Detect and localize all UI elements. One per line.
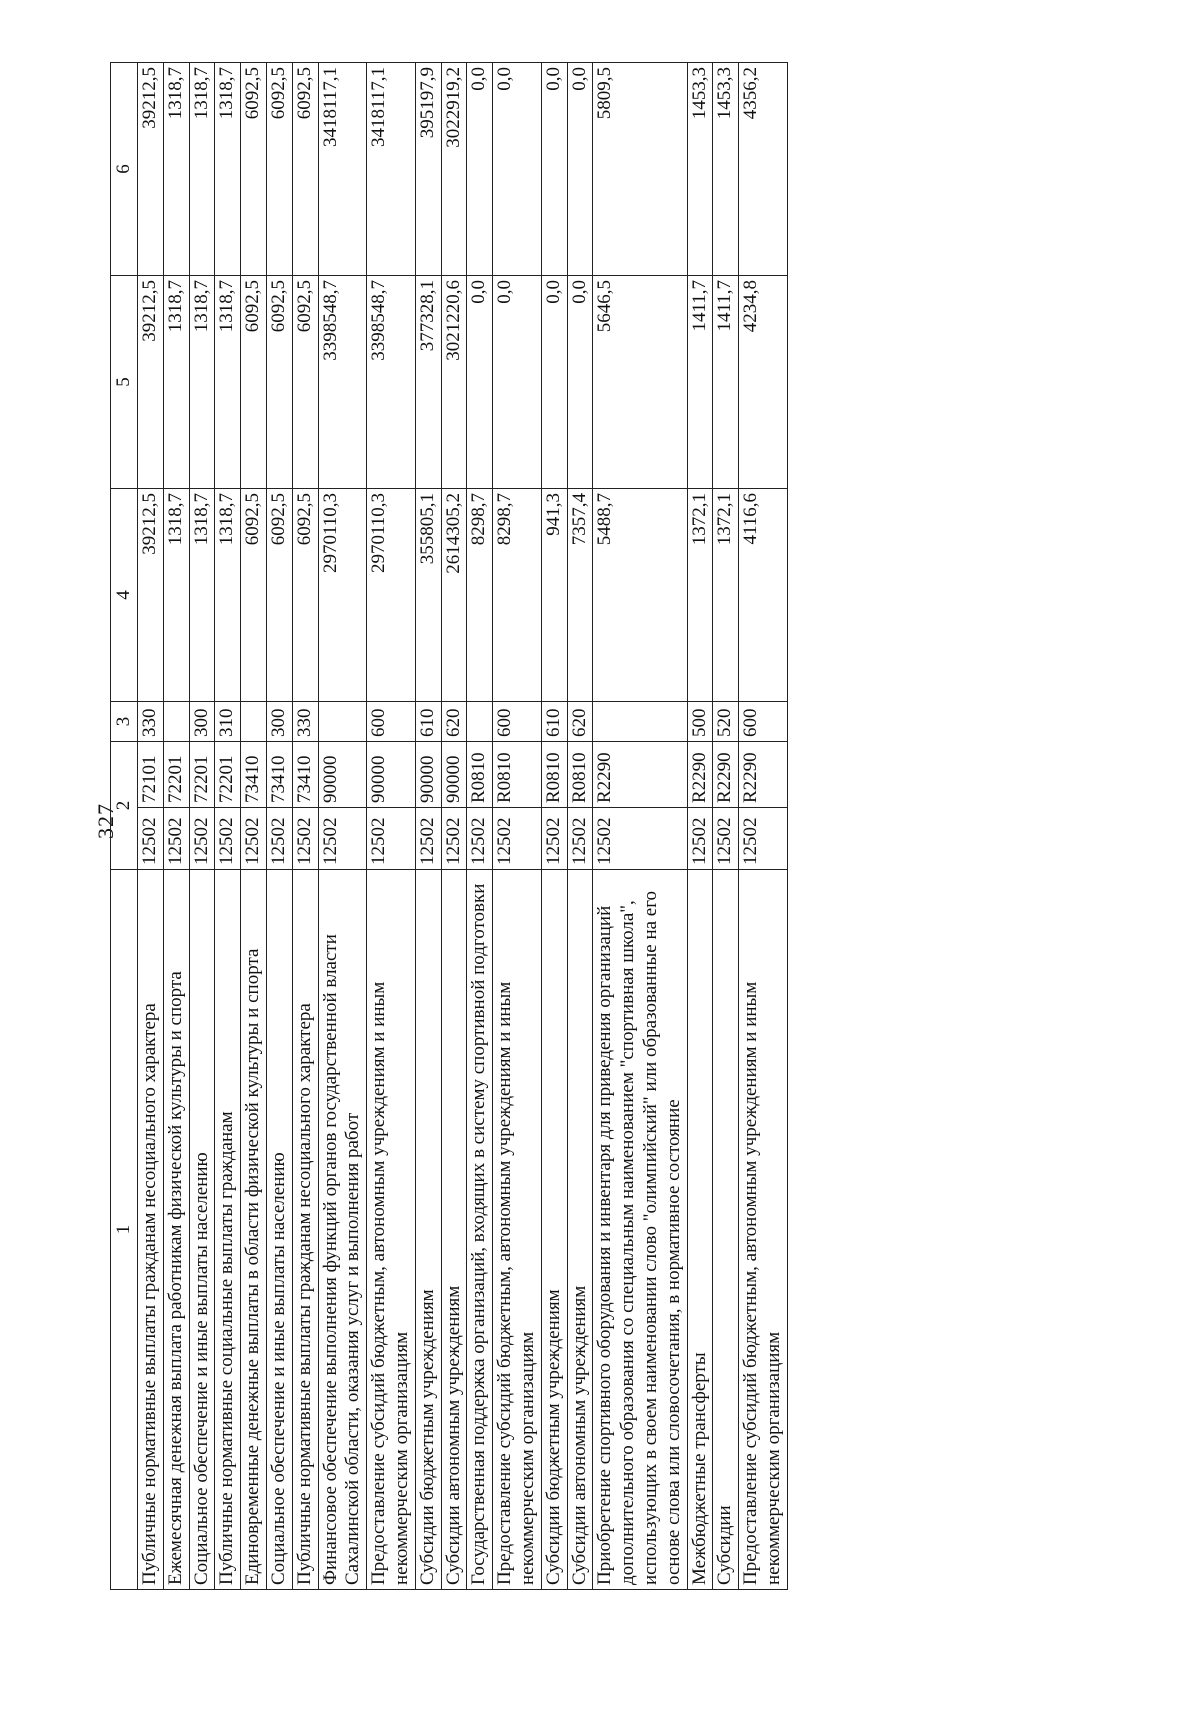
row-vr-cell: 300 [189, 702, 215, 742]
row-name-cell: Социальное обеспечение и иные выплаты населению [189, 870, 215, 1590]
row-value-col5: 5646,5 [593, 276, 687, 489]
row-value-col6: 5809,5 [593, 63, 687, 276]
row-code-cell: R2290 [687, 742, 713, 808]
row-value-col6: 0,0 [541, 63, 567, 276]
row-value-col6: 39212,5 [138, 63, 164, 276]
row-section-cell: 12502 [713, 808, 739, 870]
row-code-cell: R2290 [739, 742, 788, 808]
table-row [593, 63, 687, 1590]
row-value-col4: 1318,7 [189, 489, 215, 702]
row-section-cell: 12502 [687, 808, 713, 870]
table-row [493, 63, 542, 1590]
row-code-cell: R2290 [593, 742, 687, 808]
row-code-cell: 73410 [292, 742, 318, 808]
row-value-col4: 39212,5 [138, 489, 164, 702]
row-name-cell: Приобретение спортивного оборудования и инвентаря для приведения организаций дополнительного образования со специальным наименованием "спортивная школа", использующих в своем наименовании слово "олимпийский" или образованные на его основе слова или словосочетания, в нормативное состояние [593, 870, 687, 1590]
table-row [318, 63, 367, 1590]
row-value-col5: 0,0 [467, 276, 493, 489]
table-row [739, 63, 788, 1590]
row-value-col6: 0,0 [567, 63, 593, 276]
row-value-col5: 0,0 [541, 276, 567, 489]
row-value-col5: 1318,7 [189, 276, 215, 489]
row-name-cell: Субсидии автономным учреждениям [441, 870, 467, 1590]
row-section-cell: 12502 [739, 808, 788, 870]
table-header-row [111, 63, 138, 1590]
row-value-col5: 3398548,7 [318, 276, 367, 489]
row-value-col5: 0,0 [567, 276, 593, 489]
row-vr-cell: 520 [713, 702, 739, 742]
table-row [215, 63, 241, 1590]
row-vr-cell: 600 [493, 702, 542, 742]
row-name-cell: Публичные нормативные выплаты гражданам несоциального характера [292, 870, 318, 1590]
row-code-cell: 90000 [441, 742, 467, 808]
row-vr-cell: 330 [138, 702, 164, 742]
row-vr-cell: 620 [567, 702, 593, 742]
row-code-cell: 72201 [215, 742, 241, 808]
budget-table [110, 62, 788, 1590]
rotated-table-wrapper [110, 62, 1030, 1590]
header-col-2: 2 [111, 742, 138, 870]
row-value-col4: 1372,1 [713, 489, 739, 702]
row-vr-cell: 330 [292, 702, 318, 742]
row-value-col4: 5488,7 [593, 489, 687, 702]
row-vr-cell [241, 702, 267, 742]
row-value-col5: 377328,1 [415, 276, 441, 489]
row-vr-cell [593, 702, 687, 742]
row-value-col5: 1411,7 [687, 276, 713, 489]
row-name-cell: Ежемесячная денежная выплата работникам физической культуры и спорта [163, 870, 189, 1590]
row-value-col4: 2970110,3 [367, 489, 416, 702]
table-row [266, 63, 292, 1590]
row-value-col6: 1453,3 [713, 63, 739, 276]
row-value-col5: 39212,5 [138, 276, 164, 489]
row-section-cell: 12502 [415, 808, 441, 870]
row-section-cell: 12502 [567, 808, 593, 870]
row-code-cell: 73410 [241, 742, 267, 808]
row-value-col4: 2614305,2 [441, 489, 467, 702]
row-section-cell: 12502 [138, 808, 164, 870]
row-value-col5: 3398548,7 [367, 276, 416, 489]
header-col-5: 5 [111, 276, 138, 489]
row-value-col4: 6092,5 [241, 489, 267, 702]
row-name-cell: Субсидии [713, 870, 739, 1590]
table-row [541, 63, 567, 1590]
row-section-cell: 12502 [541, 808, 567, 870]
row-vr-cell [318, 702, 367, 742]
row-section-cell: 12502 [593, 808, 687, 870]
row-value-col4: 8298,7 [467, 489, 493, 702]
row-value-col6: 3418117,1 [318, 63, 367, 276]
row-section-cell: 12502 [318, 808, 367, 870]
row-vr-cell: 620 [441, 702, 467, 742]
row-code-cell: R0810 [541, 742, 567, 808]
header-col-3: 3 [111, 702, 138, 742]
row-name-cell: Субсидии автономным учреждениям [567, 870, 593, 1590]
table-body [138, 63, 788, 1590]
row-value-col4: 6092,5 [266, 489, 292, 702]
table-row [415, 63, 441, 1590]
row-section-cell: 12502 [266, 808, 292, 870]
row-value-col6: 0,0 [493, 63, 542, 276]
row-name-cell: Предоставление субсидий бюджетным, автономным учреждениям и иным некоммерческим организациям [493, 870, 542, 1590]
table-row [292, 63, 318, 1590]
header-col-1: 1 [111, 870, 138, 1590]
row-value-col4: 7357,4 [567, 489, 593, 702]
table-row [367, 63, 416, 1590]
row-value-col6: 4356,2 [739, 63, 788, 276]
header-col-6: 6 [111, 63, 138, 276]
row-value-col5: 6092,5 [266, 276, 292, 489]
row-value-col4: 2970110,3 [318, 489, 367, 702]
row-section-cell: 12502 [163, 808, 189, 870]
row-name-cell: Предоставление субсидий бюджетным, автономным учреждениям и иным некоммерческим организациям [367, 870, 416, 1590]
table-row [138, 63, 164, 1590]
row-vr-cell: 300 [266, 702, 292, 742]
row-value-col4: 1318,7 [163, 489, 189, 702]
row-value-col6: 395197,9 [415, 63, 441, 276]
row-value-col5: 1318,7 [215, 276, 241, 489]
row-value-col4: 941,3 [541, 489, 567, 702]
row-name-cell: Единовременные денежные выплаты в области физической культуры и спорта [241, 870, 267, 1590]
row-value-col6: 3022919,2 [441, 63, 467, 276]
row-name-cell: Публичные нормативные выплаты гражданам несоциального характера [138, 870, 164, 1590]
row-vr-cell: 310 [215, 702, 241, 742]
row-vr-cell: 610 [415, 702, 441, 742]
row-value-col4: 1318,7 [215, 489, 241, 702]
row-value-col6: 1318,7 [189, 63, 215, 276]
row-name-cell: Предоставление субсидий бюджетным, автономным учреждениям и иным некоммерческим организациям [739, 870, 788, 1590]
table-row [189, 63, 215, 1590]
row-value-col4: 1372,1 [687, 489, 713, 702]
header-col-4: 4 [111, 489, 138, 702]
row-value-col5: 1318,7 [163, 276, 189, 489]
row-code-cell: 90000 [367, 742, 416, 808]
row-value-col6: 1453,3 [687, 63, 713, 276]
table-row [567, 63, 593, 1590]
row-section-cell: 12502 [241, 808, 267, 870]
row-value-col4: 6092,5 [292, 489, 318, 702]
row-value-col6: 6092,5 [241, 63, 267, 276]
row-section-cell: 12502 [467, 808, 493, 870]
row-value-col5: 6092,5 [292, 276, 318, 489]
row-code-cell: 90000 [415, 742, 441, 808]
row-value-col6: 1318,7 [163, 63, 189, 276]
table-row [441, 63, 467, 1590]
row-value-col5: 6092,5 [241, 276, 267, 489]
row-name-cell: Социальное обеспечение и иные выплаты населению [266, 870, 292, 1590]
table-row [467, 63, 493, 1590]
row-value-col5: 0,0 [493, 276, 542, 489]
row-name-cell: Субсидии бюджетным учреждениям [541, 870, 567, 1590]
row-name-cell: Государственная поддержка организаций, входящих в систему спортивной подготовки [467, 870, 493, 1590]
row-code-cell: 73410 [266, 742, 292, 808]
row-name-cell: Финансовое обеспечение выполнения функций органов государственной власти Сахалинской области, оказания услуг и выполнения работ [318, 870, 367, 1590]
row-code-cell: R0810 [493, 742, 542, 808]
row-vr-cell [163, 702, 189, 742]
row-vr-cell: 500 [687, 702, 713, 742]
row-code-cell: R0810 [467, 742, 493, 808]
row-code-cell: R2290 [713, 742, 739, 808]
row-value-col6: 1318,7 [215, 63, 241, 276]
row-code-cell: 72201 [163, 742, 189, 808]
row-code-cell: 72101 [138, 742, 164, 808]
row-vr-cell [467, 702, 493, 742]
row-value-col4: 355805,1 [415, 489, 441, 702]
table-row [241, 63, 267, 1590]
row-value-col6: 6092,5 [266, 63, 292, 276]
row-vr-cell: 600 [739, 702, 788, 742]
row-section-cell: 12502 [367, 808, 416, 870]
row-value-col6: 6092,5 [292, 63, 318, 276]
row-name-cell: Субсидии бюджетным учреждениям [415, 870, 441, 1590]
table-row [713, 63, 739, 1590]
row-value-col5: 1411,7 [713, 276, 739, 489]
table-row [163, 63, 189, 1590]
row-value-col5: 3021220,6 [441, 276, 467, 489]
row-section-cell: 12502 [292, 808, 318, 870]
row-value-col6: 3418117,1 [367, 63, 416, 276]
row-code-cell: R0810 [567, 742, 593, 808]
row-section-cell: 12502 [441, 808, 467, 870]
row-section-cell: 12502 [493, 808, 542, 870]
row-code-cell: 72201 [189, 742, 215, 808]
row-vr-cell: 610 [541, 702, 567, 742]
row-name-cell: Межбюджетные трансферты [687, 870, 713, 1590]
row-section-cell: 12502 [189, 808, 215, 870]
row-value-col6: 0,0 [467, 63, 493, 276]
row-value-col4: 4116,6 [739, 489, 788, 702]
row-vr-cell: 600 [367, 702, 416, 742]
row-value-col4: 8298,7 [493, 489, 542, 702]
page-number: 327 [93, 803, 118, 839]
table-row [687, 63, 713, 1590]
row-value-col5: 4234,8 [739, 276, 788, 489]
row-name-cell: Публичные нормативные социальные выплаты гражданам [215, 870, 241, 1590]
row-code-cell: 90000 [318, 742, 367, 808]
row-section-cell: 12502 [215, 808, 241, 870]
